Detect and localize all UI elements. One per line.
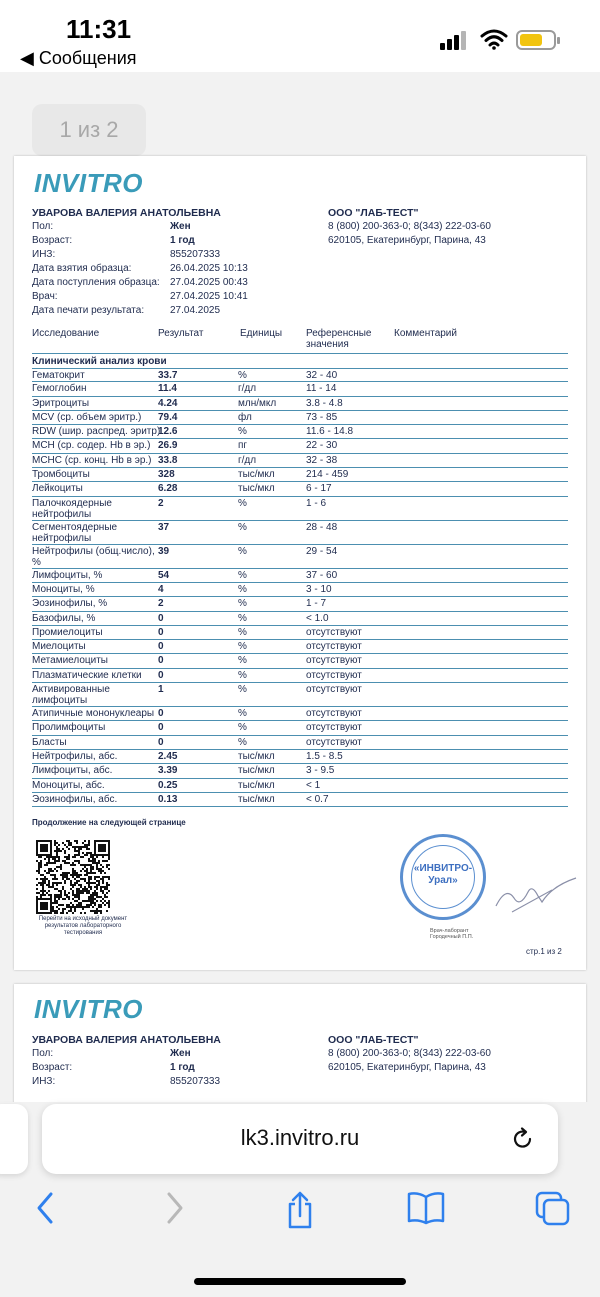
document-viewer[interactable] <box>0 72 600 1102</box>
table-row <box>32 454 568 468</box>
row-reference: 1.5 - 8.5 <box>306 750 343 762</box>
info-label: Врач: <box>32 291 58 302</box>
row-reference: 1 - 7 <box>306 598 327 610</box>
row-units: % <box>238 426 247 438</box>
row-name: Метамиелоциты <box>32 655 108 667</box>
info-label: Дата поступления образца: <box>32 277 160 288</box>
col-header-result: Результат <box>158 328 204 339</box>
signature <box>492 876 578 916</box>
share-icon[interactable] <box>284 1190 316 1230</box>
table-row <box>32 597 568 611</box>
row-result: 0 <box>158 641 164 653</box>
table-row <box>32 626 568 640</box>
table-row <box>32 669 568 683</box>
info-value: 855207333 <box>170 249 221 260</box>
table-row <box>32 750 568 764</box>
table-row <box>32 683 568 707</box>
clock: 11:31 <box>66 14 132 44</box>
row-units: % <box>238 598 247 610</box>
invitro-logo: INVITRO <box>34 994 143 1024</box>
row-reference: отсутствуют <box>306 708 362 720</box>
col-header-study: Исследование <box>32 328 100 339</box>
row-result: 0 <box>158 736 164 748</box>
address-bar[interactable] <box>42 1104 558 1174</box>
row-units: % <box>238 736 247 748</box>
row-units: тыс/мкл <box>238 779 275 791</box>
previous-tab-peek[interactable] <box>0 1104 28 1174</box>
row-reference: 1 - 6 <box>306 497 327 509</box>
info-label: ИНЗ: <box>32 1076 56 1087</box>
table-row <box>32 368 568 382</box>
row-result: 11.4 <box>158 383 177 395</box>
row-units: % <box>238 708 247 720</box>
col-header-comment: Комментарий <box>394 328 457 339</box>
table-row <box>32 382 568 396</box>
row-units: млн/мкл <box>238 397 277 409</box>
row-units: % <box>238 569 247 581</box>
row-reference: 11 - 14 <box>306 383 337 395</box>
table-row <box>32 654 568 668</box>
row-result: 33.8 <box>158 454 178 466</box>
table-row <box>32 468 568 482</box>
row-reference: 6 - 17 <box>306 483 332 495</box>
lab-name: ООО "ЛАБ-ТЕСТ" <box>328 207 419 219</box>
patient-name: УВАРОВА ВАЛЕРИЯ АНАТОЛЬЕВНА <box>32 207 221 219</box>
tabs-icon[interactable] <box>534 1190 572 1228</box>
row-reference: 29 - 54 <box>306 545 338 557</box>
row-reference: отсутствуют <box>306 669 362 681</box>
row-result: 2 <box>158 598 164 610</box>
row-result: 33.7 <box>158 370 178 381</box>
table-row <box>32 764 568 778</box>
invitro-logo: INVITRO <box>34 168 143 198</box>
section-title: Клинический анализ крови <box>32 353 568 367</box>
lab-phone: 8 (800) 200-363-0; 8(343) 222-03-60 <box>328 221 491 232</box>
row-name: Эритроциты <box>32 397 90 409</box>
row-units: % <box>238 626 247 638</box>
row-units: фл <box>238 411 252 423</box>
reload-icon[interactable] <box>510 1126 536 1152</box>
table-row <box>32 793 568 807</box>
table-row <box>32 736 568 750</box>
row-units: тыс/мкл <box>238 483 275 495</box>
row-reference: отсутствуют <box>306 736 362 748</box>
row-result: 12.6 <box>158 426 178 438</box>
row-reference: 214 - 459 <box>306 469 349 481</box>
row-units: % <box>238 583 247 595</box>
info-label: Пол: <box>32 1048 54 1059</box>
info-value: 27.04.2025 00:43 <box>170 277 248 288</box>
row-reference: 11.6 - 14.8 <box>306 426 354 438</box>
row-result: 0 <box>158 722 164 734</box>
row-result: 0.13 <box>158 793 178 805</box>
col-header-units: Единицы <box>240 328 283 339</box>
row-name: Лейкоциты <box>32 483 83 495</box>
forward-icon[interactable] <box>164 1190 186 1226</box>
battery-icon <box>516 30 556 50</box>
back-to-messages-link[interactable]: ◀ Сообщения <box>20 48 137 68</box>
row-result: 4 <box>158 583 164 595</box>
row-name: Сегментоядерные нейтрофилы <box>32 521 118 544</box>
row-name: Пролимфоциты <box>32 722 106 734</box>
info-value: 1 год <box>170 235 195 246</box>
row-name: Нейтрофилы, абс. <box>32 750 118 762</box>
info-label: Возраст: <box>32 1062 73 1073</box>
table-row <box>32 397 568 411</box>
info-value: 27.04.2025 10:41 <box>170 291 248 302</box>
row-result: 39 <box>158 545 170 557</box>
info-label: Дата взятия образца: <box>32 263 132 274</box>
row-units: тыс/мкл <box>238 750 275 762</box>
table-row <box>32 612 568 626</box>
row-result: 0 <box>158 626 164 638</box>
row-reference: 73 - 85 <box>306 411 338 423</box>
row-units: % <box>238 497 247 509</box>
row-result: 2 <box>158 497 164 509</box>
row-reference: 3.8 - 4.8 <box>306 397 343 409</box>
row-result: 3.39 <box>158 765 178 777</box>
back-icon[interactable] <box>34 1190 56 1226</box>
row-name: MCV (ср. объем эритр.) <box>32 411 142 423</box>
lab-name: ООО "ЛАБ-ТЕСТ" <box>328 1034 419 1046</box>
row-name: Эозинофилы, абс. <box>32 793 118 805</box>
row-units: тыс/мкл <box>238 793 275 805</box>
browser-bottom-bar <box>0 1102 600 1297</box>
row-units: % <box>238 370 247 381</box>
row-reference: 3 - 10 <box>306 583 332 595</box>
row-units: г/дл <box>238 454 257 466</box>
row-reference: < 0.7 <box>306 793 329 805</box>
row-result: 0 <box>158 708 164 720</box>
row-reference: < 1 <box>306 779 321 791</box>
row-name: Эозинофилы, % <box>32 598 108 610</box>
info-value: Жен <box>170 221 191 232</box>
table-row <box>32 583 568 597</box>
row-result: 0 <box>158 669 164 681</box>
row-units: % <box>238 669 247 681</box>
info-label: Возраст: <box>32 235 73 246</box>
row-reference: 37 - 60 <box>306 569 338 581</box>
row-name: MCH (ср. содер. Hb в эр.) <box>32 440 151 452</box>
info-label: Пол: <box>32 221 54 232</box>
info-label: Дата печати результата: <box>32 305 145 316</box>
table-row <box>32 721 568 735</box>
row-name: Миелоциты <box>32 641 86 653</box>
row-result: 2.45 <box>158 750 178 762</box>
stamp-line-1: «ИНВИТРО- <box>413 863 473 874</box>
table-row <box>32 779 568 793</box>
row-result: 4.24 <box>158 397 178 409</box>
table-row <box>32 545 568 569</box>
row-result: 0.25 <box>158 779 178 791</box>
table-row <box>32 707 568 721</box>
table-row <box>32 569 568 583</box>
row-result: 328 <box>158 469 175 481</box>
row-name: MCHC (ср. конц. Hb в эр.) <box>32 454 152 466</box>
home-indicator[interactable] <box>194 1278 406 1285</box>
info-value: 27.04.2025 <box>170 305 221 316</box>
row-result: 26.9 <box>158 440 178 452</box>
cellular-signal-icon <box>440 30 468 50</box>
row-result: 0 <box>158 612 164 624</box>
row-reference: 32 - 40 <box>306 370 338 381</box>
lab-phone: 8 (800) 200-363-0; 8(343) 222-03-60 <box>328 1048 491 1059</box>
row-name: Моноциты, абс. <box>32 779 105 791</box>
table-row <box>32 425 568 439</box>
signer-caption: Врач-лаборант Городечный П.П. <box>430 928 474 940</box>
row-name: Лимфоциты, абс. <box>32 765 113 777</box>
row-reference: отсутствуют <box>306 684 362 696</box>
info-value: 1 год <box>170 1062 195 1073</box>
patient-name: УВАРОВА ВАЛЕРИЯ АНАТОЛЬЕВНА <box>32 1034 221 1046</box>
document-page-1 <box>14 156 586 970</box>
stamp-line-2: Урал» <box>428 875 458 886</box>
row-units: % <box>238 612 247 624</box>
row-result: 6.28 <box>158 483 178 495</box>
row-units: % <box>238 521 247 533</box>
qr-caption: Перейти на исходный документ результатов лабораторного тестирования <box>38 916 128 936</box>
row-name: Нейтрофилы (общ.число), % <box>32 545 155 568</box>
info-label: ИНЗ: <box>32 249 56 260</box>
row-name: RDW (шир. распред. эритр) <box>32 426 161 438</box>
page-indicator: 1 из 2 <box>32 104 146 156</box>
row-name: Гемоглобин <box>32 383 87 395</box>
row-result: 54 <box>158 569 170 581</box>
status-bar <box>0 0 600 72</box>
table-row <box>32 497 568 521</box>
table-row <box>32 439 568 453</box>
page-number: стр.1 из 2 <box>526 947 562 956</box>
row-reference: отсутствуют <box>306 655 362 667</box>
table-row <box>32 411 568 425</box>
row-units: % <box>238 684 247 696</box>
row-name: Активированные лимфоциты <box>32 684 110 707</box>
row-name: Палочкоядерные нейтрофилы <box>32 497 112 520</box>
row-reference: 32 - 38 <box>306 454 338 466</box>
lab-address: 620105, Екатеринбург, Парина, 43 <box>328 1062 486 1073</box>
row-reference: 22 - 30 <box>306 440 338 452</box>
results-table <box>32 368 568 807</box>
col-header-reference: Референсные значения <box>306 328 372 350</box>
info-value: Жен <box>170 1048 191 1059</box>
row-reference: отсутствуют <box>306 722 362 734</box>
row-result: 1 <box>158 684 164 696</box>
row-units: % <box>238 641 247 653</box>
row-name: Промиелоциты <box>32 626 103 638</box>
bookmarks-icon[interactable] <box>406 1190 446 1226</box>
info-value: 855207333 <box>170 1076 221 1087</box>
row-name: Атипичные мононуклеары <box>32 708 155 720</box>
row-units: пг <box>238 440 248 452</box>
row-units: % <box>238 655 247 667</box>
row-reference: 28 - 48 <box>306 521 338 533</box>
row-name: Бласты <box>32 736 67 748</box>
row-units: г/дл <box>238 383 257 395</box>
document-page-2 <box>14 984 586 1102</box>
info-value: 26.04.2025 10:13 <box>170 263 248 274</box>
row-name: Моноциты, % <box>32 583 95 595</box>
table-row <box>32 482 568 496</box>
lab-stamp <box>400 834 486 920</box>
row-reference: < 1.0 <box>306 612 329 624</box>
row-units: тыс/мкл <box>238 469 275 481</box>
wifi-icon <box>480 28 508 50</box>
row-reference: отсутствуют <box>306 626 362 638</box>
row-reference: отсутствуют <box>306 641 362 653</box>
row-name: Гематокрит <box>32 370 85 381</box>
row-name: Тромбоциты <box>32 469 90 481</box>
table-row <box>32 640 568 654</box>
row-name: Базофилы, % <box>32 612 96 624</box>
row-name: Плазматические клетки <box>32 669 142 681</box>
table-row <box>32 521 568 545</box>
row-units: % <box>238 545 247 557</box>
continuation-note: Продолжение на следующей странице <box>32 818 186 827</box>
row-reference: 3 - 9.5 <box>306 765 335 777</box>
row-result: 0 <box>158 655 164 667</box>
browser-toolbar <box>0 1190 600 1240</box>
row-units: % <box>238 722 247 734</box>
row-name: Лимфоциты, % <box>32 569 103 581</box>
url-text[interactable]: lk3.invitro.ru <box>240 1125 360 1150</box>
row-result: 79.4 <box>158 411 178 423</box>
lab-address: 620105, Екатеринбург, Парина, 43 <box>328 235 486 246</box>
row-units: тыс/мкл <box>238 765 275 777</box>
row-result: 37 <box>158 521 170 533</box>
qr-code[interactable] <box>36 840 110 914</box>
